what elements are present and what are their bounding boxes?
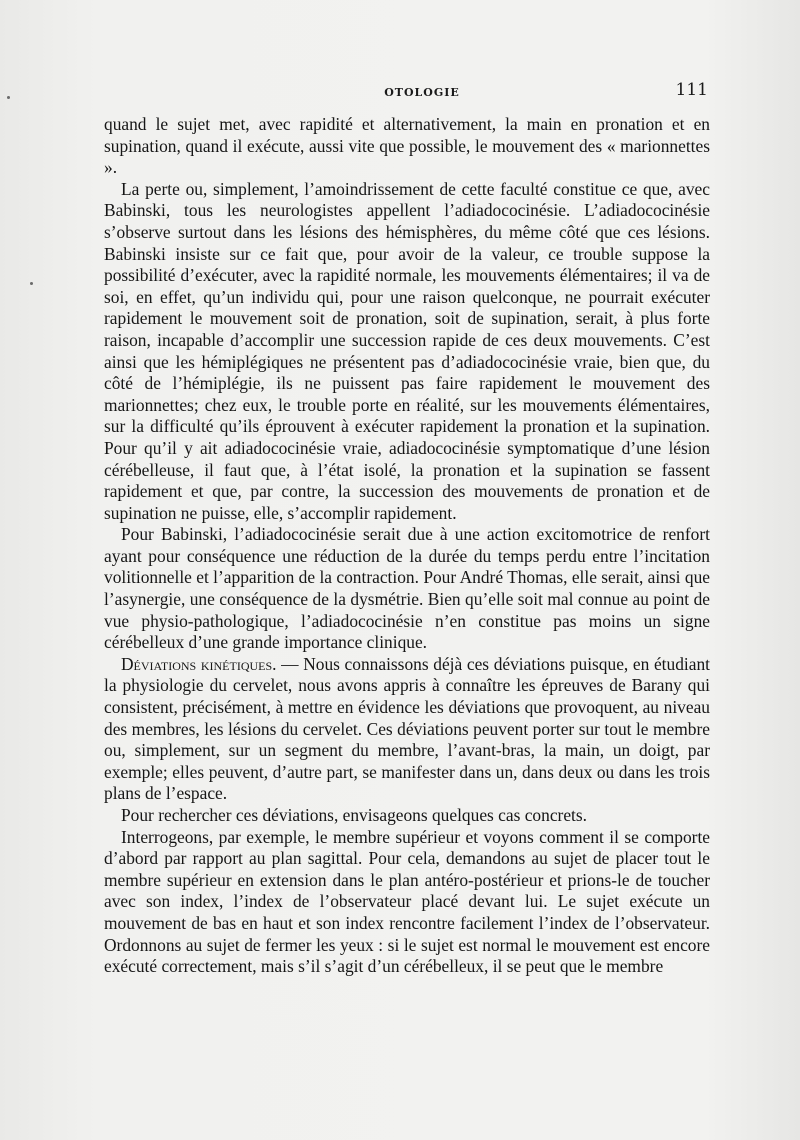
paragraph-text: — Nous connaissons déjà ces déviations puisque, en étudiant la physiologie du cervelet, nous avons appris à connaître les épreuves de Barany qui consistent, précisément, à mettre en évidence les déviations que provoquent, au niveau des membres, les lésions du cervelet. Ces déviations peuvent porter sur tout le membre ou, simplement, sur un segment du membre, l’avant-bras, la main, un doigt, par exemple; elles peuvent, d’autre part, se manifester dans un, dans deux ou dans les trois plans de l’espace. xyxy=(104,653,710,804)
paragraph-4 xyxy=(104,654,710,805)
paragraph-3 xyxy=(104,524,710,654)
section-lead-heading: Déviations kinétiques. xyxy=(121,653,277,674)
paragraph-text: Pour Babinski, l’adiadococinésie serait due à une action excitomotrice de renfort ayant pour conséquence une réduction de la durée du temps perdu entre l’incitation volitionnelle et l’apparition de la contraction. Pour André Thomas, elle serait, ainsi que l’asynergie, une conséquence de la dysmétrie. Bien qu’elle soit mal connue au point de vue physio-pathologique, l’adiadococinésie n’en constitue pas moins un signe cérébelleux d’une grande importance clinique. xyxy=(104,524,710,653)
paragraph-2 xyxy=(104,179,710,525)
paragraph-text: Interrogeons, par exemple, le membre supérieur et voyons comment il se comporte d’abord par rapport au plan sagittal. Pour cela, demandons au sujet de placer tout le membre supérieur en extension dans le plan antéro-postérieur et prions-le de toucher avec son index, l’index de l’observateur placé devant lui. Le sujet exécute un mouvement de bas en haut et son index rencontre facilement l’index de l’observateur. Ordonnons au sujet de fermer les yeux : si le sujet est normal le mouvement est encore exécuté correctement, mais s’il s’agit d’un cérébelleux, il se peut que le membre xyxy=(104,826,710,977)
margin-speck xyxy=(30,282,33,285)
paragraph-text: La perte ou, simplement, l’amoindrissement de cette faculté constitue ce que, avec Babinski, tous les neurologistes appellent l’adiadococinésie. L’adiadococinésie s’observe surtout dans les lésions des hémisphères, du même côté que ces lésions. Babinski insiste sur ce fait que, pour avoir de la valeur, ce trouble suppose la possibilité d’exécuter, avec la rapidité normale, les mouvements élémentaires; il va de soi, en effet, qu’un individu qui, pour une raison quelconque, ne pourrait exécuter rapidement le mouvement soit de pronation, soit de supination, serait, à plus forte raison, incapable d’accomplir une succession rapide de ces deux mouvements. C’est ainsi que les hémiplégiques ne présentent pas d’adiadococinésie vraie, bien que, du côté de l’hémiplégie, ils ne puissent pas faire rapidement le mouvement des marionnettes; chez eux, le trouble porte en réalité, sur les mouvements élémentaires, sur la difficulté qu’ils éprouvent à exécuter rapidement la pronation et la supination. Pour qu’il y ait adiadococinésie vraie, adiadococinésie symptomatique d’une lésion cérébelleuse, il faut que, à l’état isolé, la pronation et la supination se fassent rapidement et que, par contre, la succession des mouvements de pronation et de supination ne puisse, elle, s’accomplir rapidement. xyxy=(104,178,710,523)
paragraph-6 xyxy=(104,827,710,978)
body-text xyxy=(104,114,710,978)
page-header xyxy=(104,80,710,102)
margin-speck xyxy=(7,96,10,99)
running-title: OTOLOGIE xyxy=(384,86,460,99)
paragraph-1 xyxy=(104,114,710,179)
paragraph-5 xyxy=(104,805,710,827)
page-number: 111 xyxy=(675,80,708,100)
paragraph-text: Pour rechercher ces déviations, envisageons quelques cas concrets. xyxy=(121,805,587,825)
paragraph-text: quand le sujet met, avec rapidité et alternativement, la main en pronation et en supination, quand il exécute, aussi vite que possible, le mouvement des « marionnettes ». xyxy=(104,114,710,178)
